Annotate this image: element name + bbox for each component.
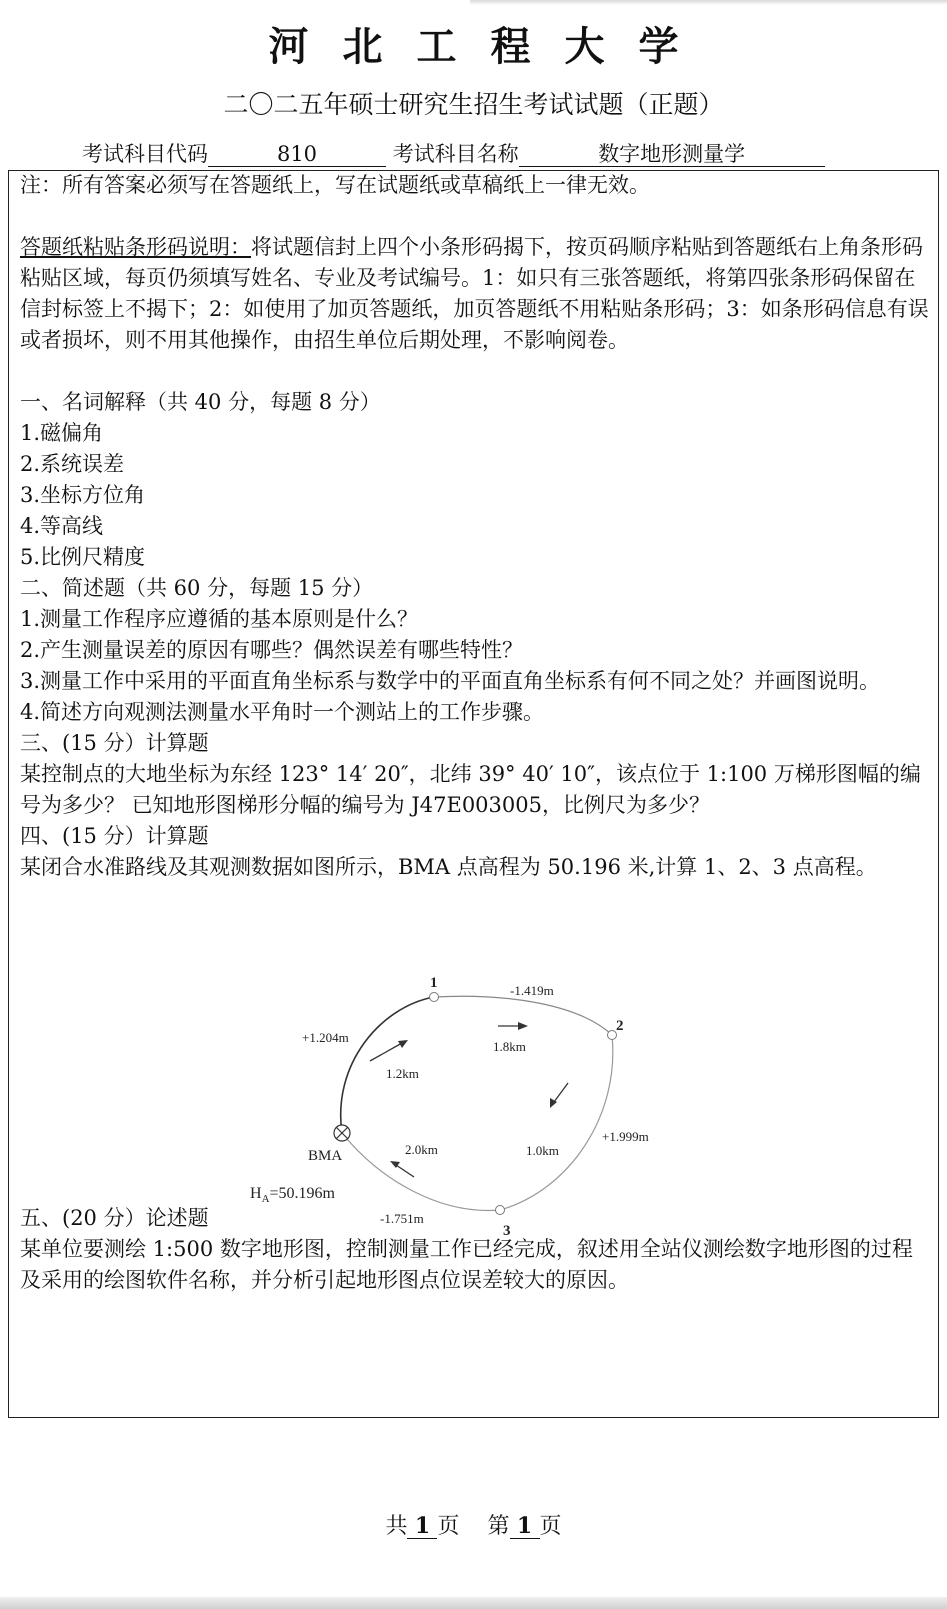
height-diff-3-bma: -1.751m bbox=[380, 1211, 424, 1226]
section-4-title: 四、(15 分）计算题 bbox=[20, 824, 209, 848]
height-diff-bma-1: +1.204m bbox=[302, 1030, 349, 1045]
section-4-text: 某闭合水准路线及其观测数据如图所示，BMA 点高程为 50.196 米,计算 1、2、3 点高程。 bbox=[20, 855, 877, 879]
subject-line bbox=[82, 139, 825, 169]
section-1-title: 一、名词解释（共 40 分，每题 8 分） bbox=[20, 390, 381, 414]
barcode-heading: 答题纸粘贴条形码说明： bbox=[20, 235, 251, 259]
section-5-text: 某单位要测绘 1:500 数字地形图，控制测量工作已经完成，叙述用全站仪测绘数字地形图的过程及采用的绘图软件名称，并分析引起地形图点位误差较大的原因。 bbox=[20, 1237, 913, 1292]
distance-2-3: 1.0km bbox=[526, 1143, 559, 1158]
section-5-title: 五、(20 分）论述题 bbox=[20, 1206, 209, 1230]
section-2-item: 2.产生测量误差的原因有哪些？偶然误差有哪些特性？ bbox=[20, 638, 524, 662]
ha-label: $H_A=50.196m$ bbox=[250, 1185, 335, 1205]
section-1-item: 3.坐标方位角 bbox=[20, 483, 146, 507]
distance-bma-1: 1.2km bbox=[386, 1066, 419, 1081]
distance-3-bma: 2.0km bbox=[405, 1142, 438, 1157]
exam-title: 二〇二五年硕士研究生招生考试试题（正题） bbox=[223, 90, 724, 119]
section-3-title: 三、(15 分）计算题 bbox=[20, 731, 209, 755]
total-pages: 1 bbox=[407, 1514, 437, 1539]
barcode-text: 将试题信封上四个小条形码揭下，按页码顺序粘贴到答题纸右上角条形码粘贴区域，每页仍须填写姓名、专业及考试编号。1：如只有三张答题纸，将第四张条形码保留在信封标签上不揭下；2：如使用了加页答题纸，加页答题纸不用粘贴条形码；3：如条形码信息有误或者损坏，则不用其他操作，由招生单位后期处理，不影响阅卷。 bbox=[20, 235, 929, 352]
point-2-label: 2 bbox=[616, 1018, 624, 1034]
arrow-bma-1 bbox=[370, 1040, 408, 1061]
arrow-1-2 bbox=[498, 1022, 528, 1030]
route-1-2 bbox=[434, 996, 612, 1035]
section-2-title: 二、简述题（共 60 分，每题 15 分） bbox=[20, 576, 374, 600]
section-1-item: 5.比例尺精度 bbox=[20, 545, 146, 569]
barcode-instructions bbox=[20, 232, 932, 356]
section-1-item: 1.磁偏角 bbox=[20, 421, 104, 445]
notice-text: 注：所有答案必须写在答题纸上，写在试题纸或草稿纸上一律无效。 bbox=[20, 173, 650, 197]
subject-code-label: 考试科目代码 bbox=[82, 142, 208, 166]
section-2-item: 1.测量工作程序应遵循的基本原则是什么？ bbox=[20, 607, 419, 631]
page-bottom-shadow bbox=[0, 1597, 947, 1609]
height-diff-2-3: +1.999m bbox=[602, 1129, 649, 1144]
section-3-text: 某控制点的大地坐标为东经 123° 14′ 20″，北纬 39° 40′ 10″，该点位于 1:100 万梯形图幅的编号为多少？ 已知地形图梯形分幅的编号为 J47E003005，比例尺为多少？ bbox=[20, 762, 921, 817]
arrow-3-bma bbox=[390, 1161, 414, 1177]
section-2-item: 3.测量工作中采用的平面直角坐标系与数学中的平面直角坐标系有何不同之处？并画图说明。 bbox=[20, 669, 881, 693]
section-2-item: 4.简述方向观测法测量水平角时一个测站上的工作步骤。 bbox=[20, 700, 545, 724]
page-top-shadow bbox=[470, 0, 947, 5]
university-title: 河北工程大学 bbox=[268, 24, 713, 70]
route-bma-1 bbox=[341, 997, 434, 1133]
arrow-2-3 bbox=[550, 1083, 568, 1108]
route-2-3 bbox=[500, 1035, 613, 1210]
point-1-label: 1 bbox=[430, 975, 438, 991]
page-footer bbox=[0, 1512, 947, 1542]
bma-label: BMA bbox=[308, 1148, 343, 1164]
subject-name-value: 数字地形测量学 bbox=[519, 142, 825, 167]
point-1-marker bbox=[430, 993, 439, 1002]
subject-name-label: 考试科目名称 bbox=[392, 142, 519, 166]
total-pages-suffix: 页 bbox=[437, 1514, 460, 1539]
height-diff-1-2: -1.419m bbox=[510, 983, 554, 998]
subject-code-value: 810 bbox=[208, 142, 386, 167]
current-page-suffix: 页 bbox=[539, 1514, 562, 1539]
point-3-marker bbox=[496, 1206, 505, 1215]
total-pages-prefix: 共 bbox=[385, 1514, 408, 1539]
section-1-item: 4.等高线 bbox=[20, 514, 104, 538]
distance-1-2: 1.8km bbox=[493, 1039, 526, 1054]
current-page: 1 bbox=[510, 1514, 540, 1539]
point-3-label: 3 bbox=[503, 1223, 511, 1239]
section-1-item: 2.系统误差 bbox=[20, 452, 125, 476]
leveling-route-diagram bbox=[250, 965, 690, 1240]
current-page-prefix: 第 bbox=[487, 1514, 510, 1539]
